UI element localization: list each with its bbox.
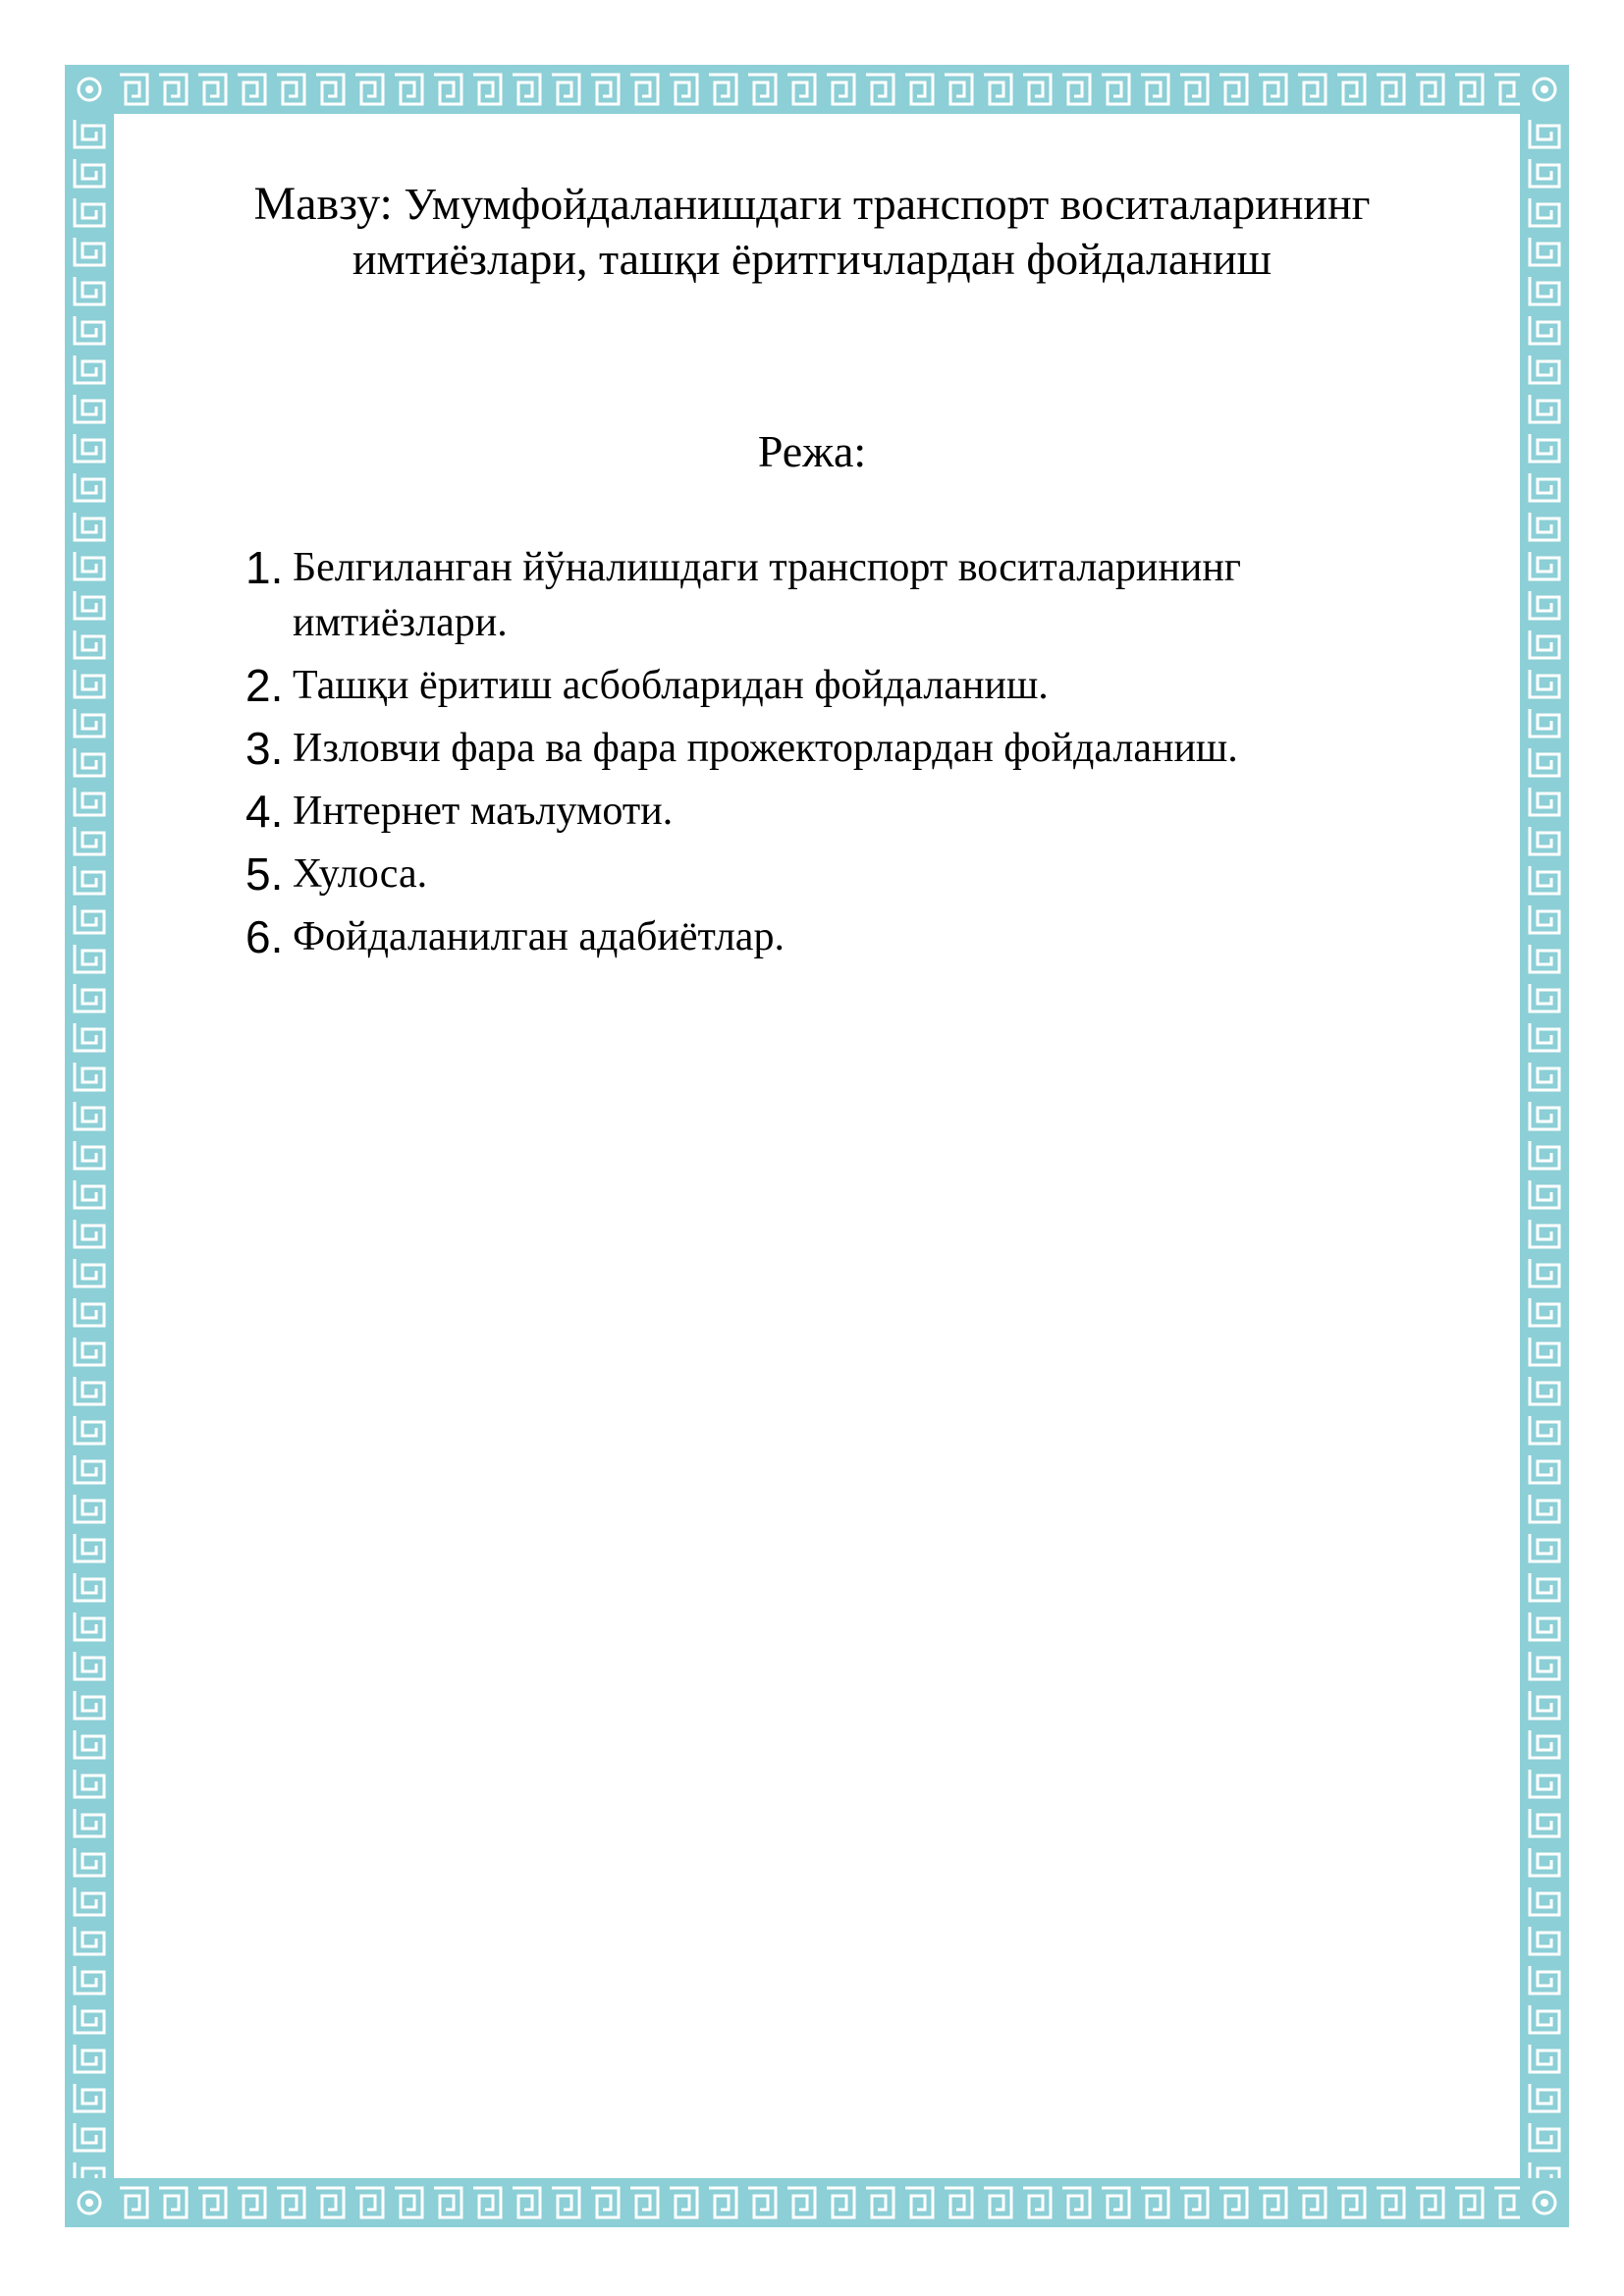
plan-item bbox=[245, 540, 1437, 650]
plan-item bbox=[245, 658, 1437, 713]
greek-key-border bbox=[65, 65, 1569, 2227]
greek-key-pattern-left bbox=[65, 114, 114, 2178]
border-top-band bbox=[114, 65, 1520, 114]
plan-item-number: 3. bbox=[245, 723, 284, 774]
plan-item bbox=[245, 784, 1437, 839]
greek-key-pattern-bottom bbox=[114, 2178, 1520, 2227]
plan-item-text: Белгиланган йўналишдаги транспорт воситаларининг имтиёзлари. bbox=[293, 545, 1242, 645]
plan-item-number: 1. bbox=[245, 542, 284, 593]
plan-item bbox=[245, 721, 1437, 776]
greek-key-pattern-top bbox=[114, 65, 1520, 114]
border-left-band bbox=[65, 114, 114, 2178]
border-corner-ornament bbox=[1520, 65, 1569, 114]
greek-key-pattern-right bbox=[1520, 114, 1569, 2178]
border-corner-ornament bbox=[65, 65, 114, 114]
plan-item-number: 4. bbox=[245, 786, 284, 837]
plan-item-text: Фойдаланилган адабиётлар. bbox=[293, 914, 785, 959]
border-bottom-band bbox=[114, 2178, 1520, 2227]
border-corner-ornament bbox=[65, 2178, 114, 2227]
border-corner-ornament bbox=[1520, 2178, 1569, 2227]
page-title bbox=[187, 177, 1437, 287]
border-right-band bbox=[1520, 114, 1569, 2178]
plan-item-text: Ташқи ёритиш асбобларидан фойдаланиш. bbox=[293, 663, 1049, 708]
plan-item-text: Интернет маълумоти. bbox=[293, 789, 674, 834]
plan-item-number: 2. bbox=[245, 660, 284, 711]
plan-list bbox=[245, 540, 1437, 972]
title-prefix: Мавзу: bbox=[253, 178, 393, 230]
plan-item-number: 5. bbox=[245, 848, 284, 900]
plan-item bbox=[245, 847, 1437, 902]
title-text: Умумфойдаланишдаги транспорт воситаларининг имтиёзлари, ташқи ёритгичлардан фойдаланиш bbox=[352, 179, 1371, 284]
page-content bbox=[187, 177, 1437, 962]
plan-item-number: 6. bbox=[245, 911, 284, 962]
frame-inner-area bbox=[114, 114, 1520, 2178]
plan-item-text: Изловчи фара ва фара прожекторлардан фойдаланиш. bbox=[293, 726, 1238, 771]
plan-item-text: Хулоса. bbox=[293, 851, 428, 897]
plan-item bbox=[245, 909, 1437, 964]
plan-heading: Режа: bbox=[757, 426, 867, 476]
